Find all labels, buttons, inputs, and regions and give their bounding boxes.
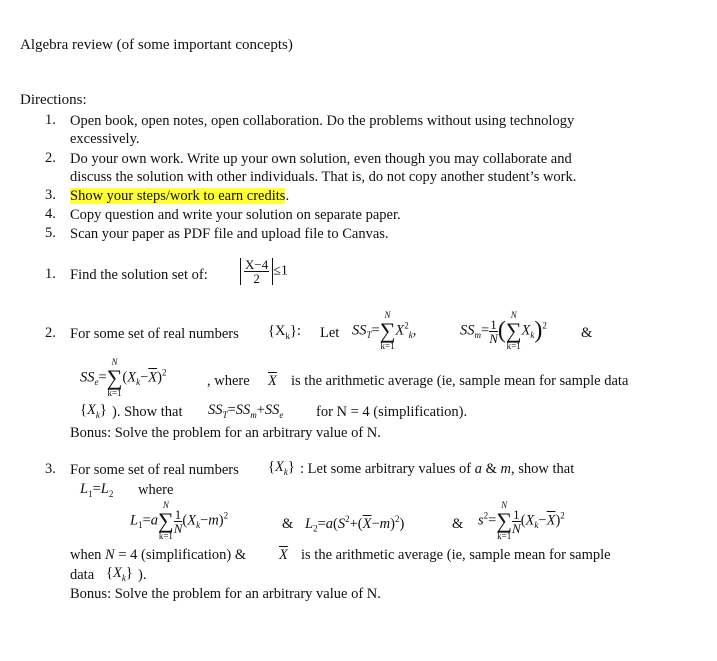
ampersand: & — [282, 516, 294, 532]
problem-number: 1. — [45, 266, 56, 282]
bonus-text: Bonus: Solve the problem for an arbitrary value of N. — [70, 586, 381, 602]
problem-number: 3. — [45, 461, 56, 477]
where-word: where — [138, 482, 174, 498]
list-item-cont: excessively. — [70, 131, 140, 147]
let-word: Let — [320, 325, 340, 341]
ss-mean-formula: $SS_m=$ $\frac{1}{N}$ ( N ∑ k=1 $X_k)^2$ — [460, 310, 547, 351]
xbar-symbol: $\overline{X}$ — [268, 373, 277, 389]
list-number: 3. — [45, 187, 56, 203]
set-notation: $\{X_k\}$ — [106, 565, 133, 583]
problem-text: For some set of real numbers — [70, 326, 239, 342]
list-item: Show your steps/work to earn credits. — [70, 188, 290, 204]
ampersand: & — [452, 516, 464, 532]
problem-text: Find the solution set of: — [70, 267, 208, 283]
list-number: 1. — [45, 112, 56, 128]
problem-text: ). Show that — [112, 404, 183, 420]
list-item: Scan your paper as PDF file and upload file to Canvas. — [70, 226, 389, 242]
list-item: Do your own work. Write up your own solution, even though you may collaborate and — [70, 151, 572, 167]
list-item: Open book, open notes, open collaboration. Do the problems without using technology — [70, 113, 575, 129]
l2-formula: $L_2=a(S^2+(\overline{X}-m)^2)$ — [305, 514, 405, 534]
problem-number: 2. — [45, 325, 56, 341]
set-notation: $\{X_k\}$ — [80, 402, 107, 420]
ss-identity: $SS_T=SS_m+SS_e$ — [208, 402, 284, 420]
problem-text: is the arithmetic average (ie, sample mean for sample — [301, 547, 611, 563]
math-expression: $\frac{X-4}{2}$ ≤1 — [240, 258, 288, 285]
variance-formula: $s^2=$ N ∑ k=1 $\frac{1}{N}$ $(X_k-\overline{X})^2$ — [478, 500, 565, 541]
ss-error-formula: $SS_e=$ N ∑ k=1 $(X_k-\overline{X})^2$ — [80, 357, 167, 398]
problem-text: : Let some arbitrary values of a & m, show that — [300, 461, 575, 477]
list-item: Copy question and write your solution on separate paper. — [70, 207, 401, 223]
highlighted-text: Show your steps/work to earn credits — [70, 188, 286, 204]
list-number: 2. — [45, 150, 56, 166]
l-equality: $L_1=L_2$ — [80, 481, 114, 499]
list-number: 5. — [45, 225, 56, 241]
where-text: , where — [207, 373, 250, 389]
problem-text: is the arithmetic average (ie, sample mean for sample data — [291, 373, 629, 389]
set-notation: $\{X_k\}$: — [268, 323, 301, 341]
bonus-text: Bonus: Solve the problem for an arbitrary value of N. — [70, 425, 381, 441]
problem-text: for N = 4 (simplification). — [316, 404, 468, 420]
set-notation: $\{X_k\}$ — [268, 459, 295, 477]
problem-text: ). — [138, 567, 147, 583]
problem-text: when N = 4 (simplification) & — [70, 547, 247, 563]
problem-text: For some set of real numbers — [70, 462, 239, 478]
page-title: Algebra review (of some important concepts) — [20, 37, 293, 53]
list-item-cont: discuss the solution with other individuals. That is, do not copy another student’s work. — [70, 169, 577, 185]
problem-text: data — [70, 567, 95, 583]
directions-heading: Directions: — [20, 92, 87, 108]
ampersand: & — [581, 325, 593, 341]
xbar-symbol: $\overline{X}$ — [279, 547, 288, 563]
list-number: 4. — [45, 206, 56, 222]
ss-total-formula: $SS_T=$ N ∑ k=1 $X^2_k$, — [352, 310, 417, 351]
l1-formula: $L_1=a$ N ∑ k=1 $\frac{1}{N}$ $(X_k-m)^2$ — [130, 500, 229, 541]
